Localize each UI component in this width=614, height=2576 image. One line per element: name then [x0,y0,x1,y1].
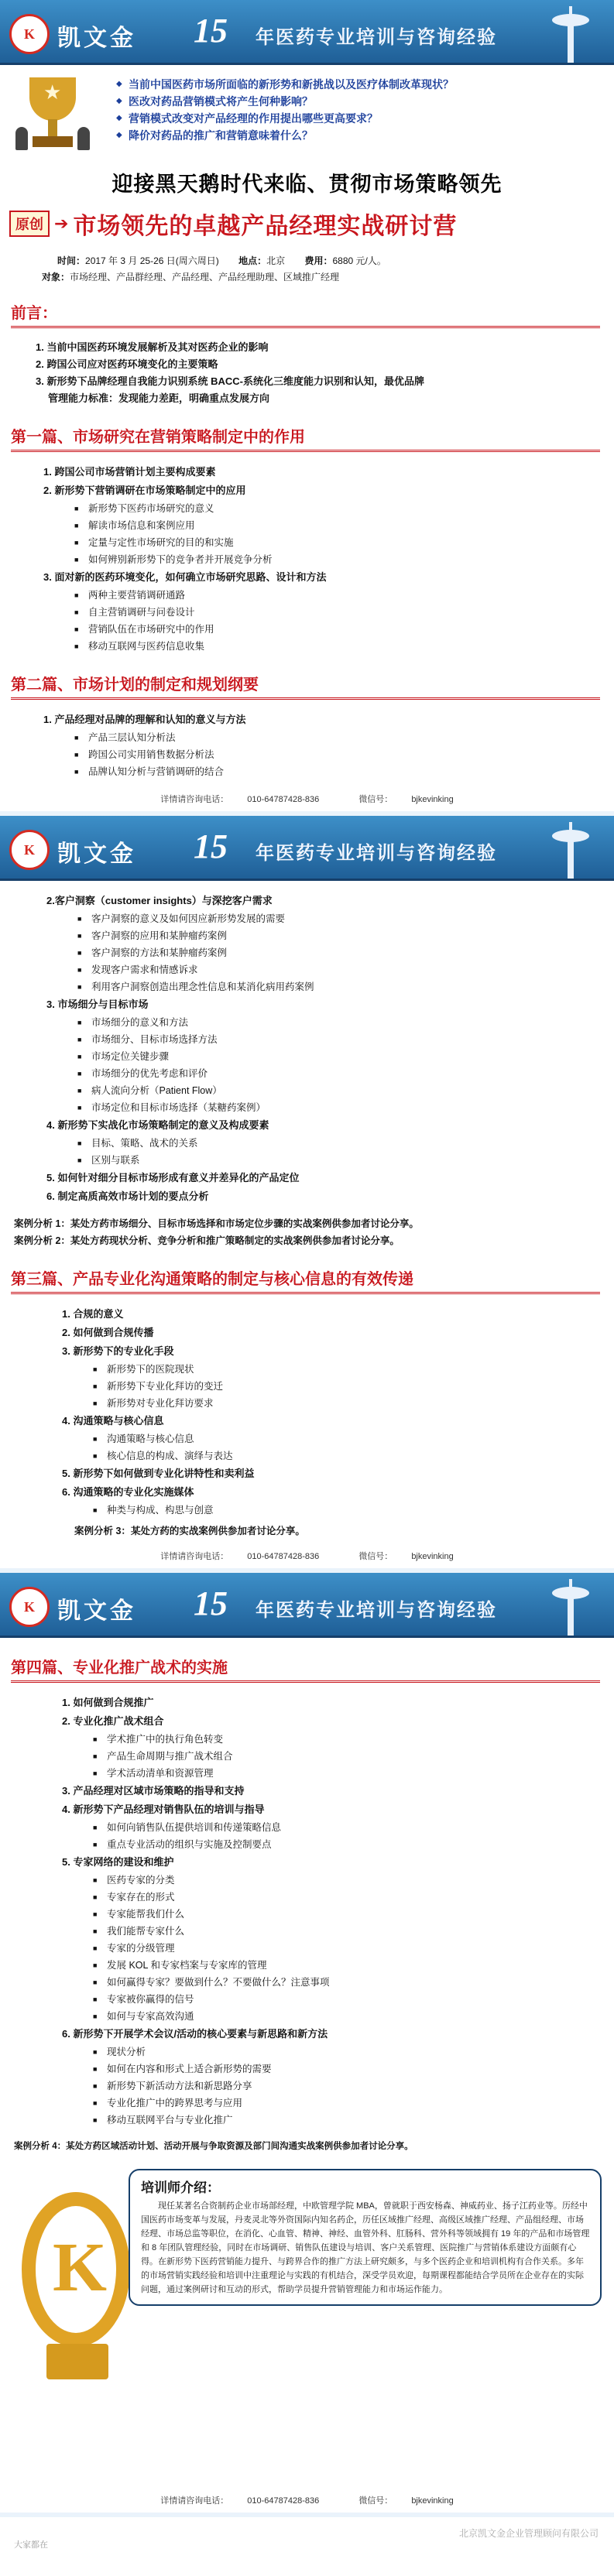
outline-subitem: ■ 专家的分级管理 [93,1940,614,1957]
outline-subitem: ■ 市场细分的优先考虑和评价 [77,1065,614,1082]
header-banner [0,1573,614,1638]
phone-label: 详情请咨询电话： [160,795,229,804]
outline-item: 2.客户洞察（customer insights）与深挖客户需求 [46,895,273,906]
banner-tagline: 年医药专业培训与咨询经验 [256,843,497,864]
part4-outline [62,1694,614,2129]
phone-number: 010-64787428-836 [247,1552,320,1561]
outline-subitem: ■ 营销队伍在市场研究中的作用 [74,621,614,638]
outline-subitem: ■ 如何辨别新形势下的竞争者并开展竞争分析 [74,551,614,568]
outline-subitem: ■ 新形势下医药市场研究的意义 [74,500,614,517]
outline-subitem: ■ 医药专家的分类 [93,1872,614,1889]
case-analysis: 案例分析 4：某处方药区域活动计划、活动开展与争取资源及部门间沟通实战案例供参加者讨论分享。 [14,2142,413,2151]
part4-title: 第四篇、专业化推广战术的实施 [11,1652,600,1683]
outline-subitem: ■ 移动互联网与医药信息收集 [74,638,614,655]
place-value: 北京 [266,255,286,266]
outline-item: 1. 合规的意义 [62,1308,124,1320]
outline-item: 5. 新形势下如何做到专业化讲特性和卖利益 [62,1468,255,1479]
outline-item: 5. 如何针对细分目标市场形成有意义并差异化的产品定位 [46,1172,300,1184]
banner-tagline: 年医药专业培训与咨询经验 [256,1600,497,1621]
outline-subitem: ■ 目标、策略、战术的关系 [77,1135,614,1152]
outline-item: 6. 制定高质高效市场计划的要点分析 [46,1190,209,1202]
contact-bar [0,2494,614,2517]
tower-icon [547,1579,594,1638]
outline-subitem: ■ 专业化推广中的跨界思考与应用 [93,2095,614,2112]
outline-item: 1. 产品经理对品牌的理解和认知的意义与方法 [43,714,246,725]
company-logo: K [9,14,50,54]
outline-subitem: ■ 重点专业活动的组织与实施及控制要点 [93,1836,614,1853]
contact-bar [0,793,614,816]
outline-subitem: ■ 新形势下专业化拜访的变迁 [93,1378,614,1395]
trainer-card [129,2169,602,2306]
part3-title: 第三篇、产品专业化沟通策略的制定与核心信息的有效传递 [11,1263,600,1294]
outline-subitem: ■ 定量与定性市场研究的目的和实施 [74,534,614,551]
time-label: 时间： [57,255,86,266]
part1-outline [43,463,614,655]
banner-tagline: 年医药专业培训与咨询经验 [256,27,497,48]
outline-subitem: ■ 专家被你赢得的信号 [93,1991,614,2008]
arrow-right-icon: ➔ [54,214,69,233]
company-logo: K [9,830,50,870]
outline-subitem: ■ 如何向销售队伍提供培训和传递策略信息 [93,1819,614,1836]
outline-subitem: ■ 两种主要营销调研通路 [74,587,614,604]
place-label: 地点： [238,255,267,266]
outline-subitem: ■ 利用客户洞察创造出理念性信息和某消化病用药案例 [77,978,614,995]
main-headline: 迎接黑天鹅时代来临、贯彻市场策略领先 [111,173,503,197]
outline-subitem: ■ 市场细分、目标市场选择方法 [77,1031,614,1048]
case-analysis: 案例分析 3：某处方药的实战案例供参加者讨论分享。 [74,1526,305,1536]
outline-subitem: ■ 学术活动清单和资源管理 [93,1765,614,1782]
phone-label: 详情请咨询电话： [160,1552,229,1561]
outline-item: 5. 专家网络的建设和维护 [62,1856,174,1868]
phone-number: 010-64787428-836 [247,795,320,804]
part1-title: 第一篇、市场研究在营销策略制定中的作用 [11,421,600,452]
outline-item: 4. 新形势下实战化市场策略制定的意义及构成要素 [46,1119,269,1131]
outline-subitem: ■ 发现客户需求和情感诉求 [77,961,614,978]
outline-item: 3. 新形势下的专业化手段 [62,1345,174,1357]
outline-subitem: ■ 区别与联系 [77,1152,614,1169]
outline-item: 1. 跨国公司市场营销计划主要构成要素 [43,466,216,478]
outline-subitem: ■ 市场定位和目标市场选择（某糖药案例） [77,1099,614,1116]
outline-item: 4. 沟通策略与核心信息 [62,1415,164,1427]
preface-item: 1. 当前中国医药环境发展解析及其对医药企业的影响 [36,341,269,353]
course-title-row [9,207,614,241]
k-logo-icon: K [12,2192,144,2386]
outline-subitem: ■ 现状分析 [93,2043,614,2060]
outline-item: 3. 产品经理对区域市场策略的指导和支持 [62,1785,245,1797]
trainer-title: 培训师介绍： [141,2180,220,2195]
outline-subitem: ■ 种类与构成、构思与创意 [93,1502,614,1519]
part2-outline [43,711,614,780]
phone-number: 010-64787428-836 [247,2496,320,2506]
contact-bar [0,1550,614,1573]
part2-title: 第二篇、市场计划的制定和规划纲要 [11,669,600,700]
outline-subitem: ■ 沟通策略与核心信息 [93,1430,614,1447]
course-title: 市场领先的卓越产品经理实战研讨营 [73,213,458,240]
company-logo: K [9,1587,50,1627]
outline-subitem: ■ 核心信息的构成、演绎与表达 [93,1447,614,1464]
target-label: 对象： [42,272,70,283]
case-analysis: 案例分析 1：某处方药市场细分、目标市场选择和市场定位步骤的实战案例供参加者讨论分享。 [14,1218,419,1229]
outline-subitem: ■ 产品生命周期与推广战术组合 [93,1748,614,1765]
outline-item: 2. 如何做到合规传播 [62,1327,154,1338]
outline-subitem: ■ 品牌认知分析与营销调研的结合 [74,763,614,780]
outline-subitem: ■ 新形势下新活动方法和新思路分享 [93,2078,614,2095]
outline-item: 4. 新形势下产品经理对销售队伍的培训与指导 [62,1804,265,1815]
case-analysis: 案例分析 2：某处方药现状分析、竞争分析和推广策略制定的实战案例供参加者讨论分享。 [14,1235,400,1246]
outline-subitem: ■ 病人流向分析（Patient Flow） [77,1082,614,1099]
outline-item: 1. 如何做到合规推广 [62,1697,154,1708]
intro-questions [0,65,614,161]
wechat-label: 微信号： [358,1552,393,1561]
trainer-bio: 现任某著名合资制药企业市场部经理，中欧管理学院 MBA，曾就职于西安杨森、神威药业、扬子江药业等。历经中国医药市场变革与发展，丹麦灵北等外资国际内知名药企，历任区域推广经理、高级区域推广经理、产品组经理、市场经理、市场总监等职位，在消化、心血管、精神、神经、血管外科、肛肠科、营外科等领域拥有 19 年的产品和市场管理和 8 年团队管理经验，同时在市场调研、销售队伍建设与培训、客户关系管理、医院推广与营销体系建设方面颇有心得。在新形势下医药营销能力提升、与跨界合作的推广方法上研究颇多，与多个医药企业和培训机构有合作关系。多年的市场营销实践经验和培训中注重理论与实践的有机结合，深受学员欢迎，每期课程都能结合学员所在企业存在的实际问题，通过案例研讨和互动的形式，帮助学员提升营销管理能力和市场运作能力。 [141,2201,590,2294]
fee-label: 费用： [304,255,333,266]
phone-label: 详情请咨询电话： [160,2496,229,2506]
outline-subitem: ■ 如何赢得专家？要做到什么？不要做什么？注意事项 [93,1974,614,1991]
intro-question: ◆ 医改对药品营销模式将产生何种影响？ [116,93,614,110]
header-banner [0,816,614,881]
brand-name: 凯文金 [57,841,136,868]
outline-subitem: ■ 市场细分的意义和方法 [77,1014,614,1031]
trainer-section [12,2169,602,2494]
preface-list [36,339,614,407]
course-meta [57,253,614,269]
intro-question: ◆ 营销模式改变对产品经理的作用提出哪些更高要求？ [116,110,614,127]
intro-question: ◆ 降价对药品的推广和营销意味着什么？ [116,127,614,144]
years-number: 15 [194,12,228,50]
intro-question: ◆ 当前中国医药市场所面临的新形势和新挑战以及医疗体制改革现状？ [116,76,614,93]
outline-subitem: ■ 如何在内容和形式上适合新形势的需要 [93,2060,614,2078]
wechat-label: 微信号： [358,795,393,804]
outline-subitem: ■ 自主营销调研与问卷设计 [74,604,614,621]
watermark-left: 大家都在 [14,2540,48,2550]
outline-subitem: ■ 如何与专家高效沟通 [93,2008,614,2025]
outline-subitem: ■ 解读市场信息和案例应用 [74,517,614,534]
outline-item: 6. 沟通策略的专业化实施媒体 [62,1486,194,1498]
trophy-icon: ★ [15,71,90,156]
outline-subitem: ■ 发展 KOL 和专家档案与专家库的管理 [93,1957,614,1974]
outline-item: 3. 市场细分与目标市场 [46,999,149,1010]
outline-subitem: ■ 移动互联网平台与专业化推广 [93,2112,614,2129]
wechat-id: bjkevinking [411,2496,454,2506]
wechat-id: bjkevinking [411,795,454,804]
outline-subitem: ■ 专家能帮我们什么 [93,1906,614,1923]
outline-subitem: ■ 跨国公司实用销售数据分析法 [74,746,614,763]
outline-item: 2. 新形势下营销调研在市场策略制定中的应用 [43,485,246,496]
years-number: 15 [194,827,228,865]
preface-item: 2. 跨国公司应对医药环境变化的主要策略 [36,358,218,370]
target-audience [42,270,614,283]
header-banner [0,0,614,65]
watermark-company: 北京凯文金企业管理顾问有限公司 [458,2528,599,2539]
outline-subitem: ■ 新形势下的医院现状 [93,1361,614,1378]
preface-item: 3. 新形势下品牌经理自我能力识别系统 BACC-系统化三维度能力识别和认知，最优品牌 [36,375,424,387]
outline-subitem: ■ 产品三层认知分析法 [74,729,614,746]
outline-subitem: ■ 我们能帮专家什么 [93,1923,614,1940]
part3-outline [62,1305,614,1519]
tower-icon [547,6,594,65]
preface-title: 前言： [11,297,600,328]
outline-item: 2. 专业化推广战术组合 [62,1715,164,1727]
outline-subitem: ■ 新形势对专业化拜访要求 [93,1395,614,1412]
brand-name: 凯文金 [57,1598,136,1625]
outline-item: 6. 新形势下开展学术会议/活动的核心要素与新思路和新方法 [62,2028,328,2040]
target-value: 市场经理、产品群经理、产品经理、产品经理助理、区域推广经理 [70,272,340,283]
preface-item: 管理能力标准：发现能力差距，明确重点发展方向 [48,392,270,404]
fee-value: 6880 元/人。 [332,255,386,266]
wechat-label: 微信号： [358,2496,393,2506]
outline-subitem: ■ 专家存在的形式 [93,1889,614,1906]
outline-subitem: ■ 市场定位关键步骤 [77,1048,614,1065]
part2-cont-outline [46,892,614,1206]
outline-subitem: ■ 客户洞察的应用和某肿瘤药案例 [77,927,614,944]
brand-name: 凯文金 [57,25,136,52]
tower-icon [547,822,594,881]
years-number: 15 [194,1584,228,1622]
outline-subitem: ■ 客户洞察的方法和某肿瘤药案例 [77,944,614,961]
outline-item: 3. 面对新的医药环境变化，如何确立市场研究思路、设计和方法 [43,571,327,583]
outline-subitem: ■ 学术推广中的执行角色转变 [93,1731,614,1748]
original-badge: 原创 [9,211,50,237]
wechat-id: bjkevinking [411,1552,454,1561]
outline-subitem: ■ 客户洞察的意义及如何因应新形势发展的需要 [77,910,614,927]
time-value: 2017 年 3 月 25-26 日(周六周日) [85,255,219,266]
